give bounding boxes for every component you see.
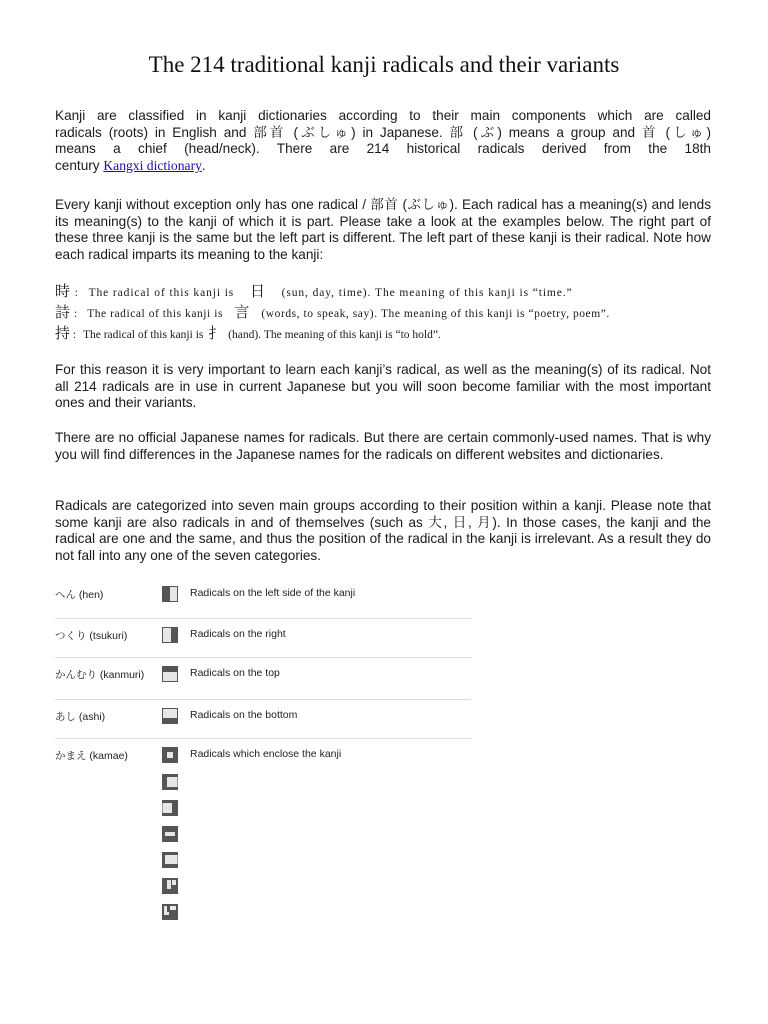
category-name: かまえ (kamae) <box>55 750 128 762</box>
radical-bottom-icon <box>162 708 178 724</box>
enclose-partial-top-left-icon <box>162 878 178 894</box>
intro-century-text: century <box>55 157 100 173</box>
example-row-ji-hold <box>55 324 715 344</box>
kangxi-dictionary-link[interactable]: Kangxi dictionary <box>103 157 202 173</box>
example-pre-text: The radical of this kanji is <box>88 287 235 299</box>
example-post-text: (sun, day, time). The meaning of this kanji is “time.” <box>281 287 573 299</box>
category-description: Radicals which enclose the kanji <box>190 748 342 760</box>
intro-line-2: radicals (roots) in English and 部首 (ぶしゅ) in Japanese. 部 (ぶ) means a group and 首 (しゅ) <box>55 124 711 140</box>
categories-paragraph: Radicals are categorized into seven main groups according to their position within a kanji. Please note that some kanji are also radicals in and of themselves (such as 大, 日, 月). In those cases, the kanji and the radical are one and the same, and thus the position of the radical in the kanji is irrelevant. As a result they do not fall into any one of the seven categories. <box>55 498 711 563</box>
radical-left-icon <box>162 586 178 602</box>
radical-explanation-paragraph: Every kanji without exception only has one radical / 部首 (ぶしゅ). Each radical has a meaning(s) and lends its meaning(s) to the kanji of which it is part. Please take a look at the examples below. The right part of these three kanji is the same but the left part is different. The left part of these kanji is their radical. Note how each radical imparts its meaning to the kanji: <box>55 197 711 262</box>
example-colon: : <box>72 329 77 341</box>
example-row-shi <box>55 303 715 323</box>
enclose-three-sides-open-bottom-icon <box>162 826 178 842</box>
table-row <box>55 619 471 658</box>
intro-line-1: Kanji are classified in kanji dictionaries according to their main components which are called <box>55 108 711 123</box>
names-paragraph: There are no official Japanese names for radicals. But there are certain commonly-used names. That is why you will find differences in the Japanese names for the radicals on different websites and dictionaries. <box>55 430 711 462</box>
example-radical: 扌 <box>208 324 224 342</box>
enclose-three-sides-open-left-icon <box>162 800 178 816</box>
category-name: つくり (tsukuri) <box>55 630 128 642</box>
example-kanji: 持 <box>55 324 71 342</box>
radical-position-table <box>55 578 471 919</box>
example-post-text: (hand). The meaning of this kanji is “to hold”. <box>228 329 441 341</box>
example-pre-text: The radical of this kanji is <box>87 308 223 320</box>
enclose-partial-bottom-icon <box>162 904 178 920</box>
radical-right-icon <box>162 627 178 643</box>
radical-enclose-icon <box>162 747 178 763</box>
example-row-ji <box>55 282 715 302</box>
importance-paragraph: For this reason it is very important to learn each kanji’s radical, as well as the meaning(s) of its radical. Not all 214 radicals are in use in current Japanese but you will soon become familiar with the most important ones and their variants. <box>55 362 711 411</box>
intro-period: . <box>201 157 206 173</box>
page-title: The 214 traditional kanji radicals and their variants <box>148 52 620 77</box>
category-name: かんむり (kanmuri) <box>55 669 145 681</box>
category-name: あし (ashi) <box>55 711 106 723</box>
intro-line-3: means a chief (head/neck). There are 214 historical radicals derived from the 18th <box>55 141 711 157</box>
table-row <box>55 739 471 919</box>
example-post-text: (words, to speak, say). The meaning of this kanji is “poetry, poem”. <box>261 308 610 320</box>
example-colon: : <box>74 287 79 299</box>
table-row <box>55 700 471 739</box>
category-name: へん (hen) <box>55 589 104 601</box>
example-radical: 日 <box>249 282 266 300</box>
category-description: Radicals on the top <box>190 667 280 679</box>
category-description: Radicals on the bottom <box>190 709 298 721</box>
intro-line-4 <box>55 158 711 175</box>
category-description: Radicals on the left side of the kanji <box>190 587 356 599</box>
category-description: Radicals on the right <box>190 628 286 640</box>
radical-top-icon <box>162 666 178 682</box>
example-kanji: 詩 <box>55 303 71 321</box>
table-row <box>55 578 471 619</box>
enclose-three-sides-open-right-icon <box>162 774 178 790</box>
table-row <box>55 658 471 700</box>
enclose-three-sides-open-top-icon <box>162 852 178 868</box>
example-radical: 言 <box>234 303 250 321</box>
example-kanji: 時 <box>55 282 71 300</box>
example-pre-text: The radical of this kanji is <box>82 329 204 341</box>
example-colon: : <box>74 308 78 320</box>
intro-paragraph <box>55 108 711 174</box>
